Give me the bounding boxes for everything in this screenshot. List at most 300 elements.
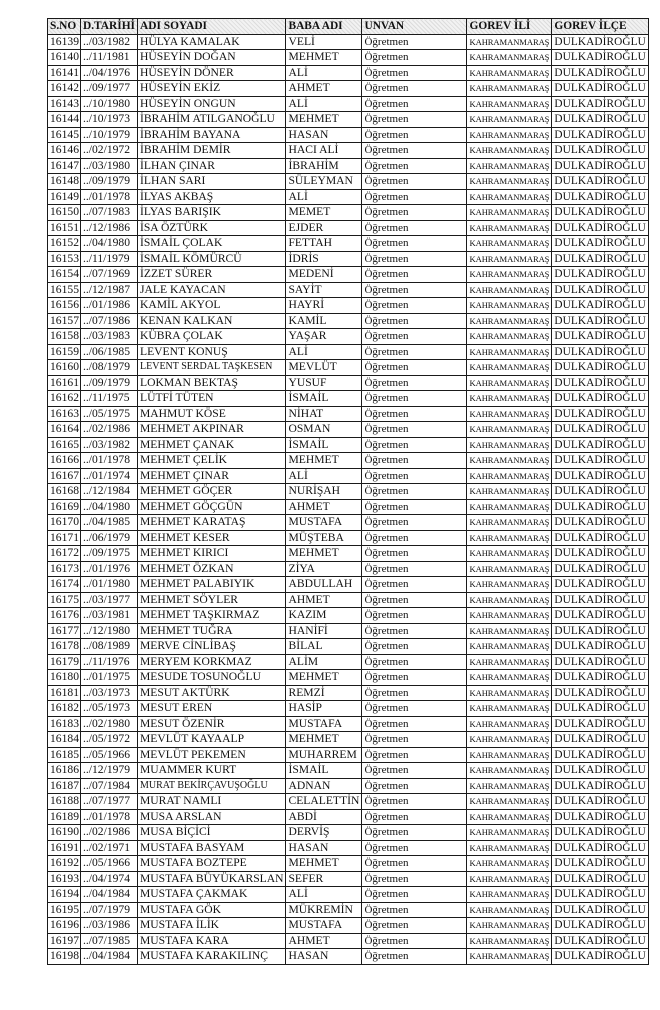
- father-name-cell: EJDER: [286, 220, 362, 236]
- title-cell: Öğretmen: [362, 747, 467, 763]
- sno-cell: 16185: [48, 747, 81, 763]
- duty-district-cell: DULKADİROĞLU: [552, 701, 649, 717]
- table-row: [48, 530, 649, 546]
- duty-province-cell: KAHRAMANMARAŞ: [467, 143, 552, 159]
- title-cell: Öğretmen: [362, 887, 467, 903]
- birth-date-cell: ../12/1987: [80, 282, 137, 298]
- full-name-cell: MUSA BİÇİCİ: [138, 825, 286, 841]
- sno-cell: 16176: [48, 608, 81, 624]
- duty-province-cell: KAHRAMANMARAŞ: [467, 546, 552, 562]
- full-name-cell: MERVE CİNLİBAŞ: [138, 639, 286, 655]
- title-cell: Öğretmen: [362, 143, 467, 159]
- title-cell: Öğretmen: [362, 902, 467, 918]
- duty-district-cell: DULKADİROĞLU: [552, 298, 649, 314]
- birth-date-cell: ../07/1984: [80, 778, 137, 794]
- sno-cell: 16173: [48, 561, 81, 577]
- table-row: [48, 918, 649, 934]
- duty-district-cell: DULKADİROĞLU: [552, 220, 649, 236]
- title-cell: Öğretmen: [362, 422, 467, 438]
- duty-province-cell: KAHRAMANMARAŞ: [467, 670, 552, 686]
- full-name-cell: MURAT NAMLI: [138, 794, 286, 810]
- duty-district-cell: DULKADİROĞLU: [552, 81, 649, 97]
- duty-district-cell: DULKADİROĞLU: [552, 437, 649, 453]
- full-name-cell: İBRAHİM BAYANA: [138, 127, 286, 143]
- father-name-cell: REMZİ: [286, 685, 362, 701]
- duty-province-cell: KAHRAMANMARAŞ: [467, 499, 552, 515]
- duty-province-cell: KAHRAMANMARAŞ: [467, 716, 552, 732]
- table-row: [48, 608, 649, 624]
- title-cell: Öğretmen: [362, 763, 467, 779]
- table-row: [48, 298, 649, 314]
- birth-date-cell: ../10/1973: [80, 112, 137, 128]
- birth-date-cell: ../08/1989: [80, 639, 137, 655]
- personnel-table: [47, 18, 649, 965]
- duty-district-cell: DULKADİROĞLU: [552, 391, 649, 407]
- birth-date-cell: ../03/1977: [80, 592, 137, 608]
- father-name-cell: HANİFİ: [286, 623, 362, 639]
- full-name-cell: MEHMET KIRICI: [138, 546, 286, 562]
- sno-cell: 16146: [48, 143, 81, 159]
- duty-province-cell: KAHRAMANMARAŞ: [467, 763, 552, 779]
- full-name-cell: KÜBRA ÇOLAK: [138, 329, 286, 345]
- title-cell: Öğretmen: [362, 453, 467, 469]
- full-name-cell: İLHAN SARI: [138, 174, 286, 190]
- title-cell: Öğretmen: [362, 794, 467, 810]
- birth-date-cell: ../09/1979: [80, 174, 137, 190]
- father-name-cell: HAYRİ: [286, 298, 362, 314]
- table-row: [48, 236, 649, 252]
- full-name-cell: İBRAHİM ATILGANOĞLU: [138, 112, 286, 128]
- duty-province-cell: KAHRAMANMARAŞ: [467, 65, 552, 81]
- birth-date-cell: ../01/1978: [80, 453, 137, 469]
- table-row: [48, 623, 649, 639]
- title-cell: Öğretmen: [362, 732, 467, 748]
- father-name-cell: ZİYA: [286, 561, 362, 577]
- table-row: [48, 825, 649, 841]
- duty-province-cell: KAHRAMANMARAŞ: [467, 887, 552, 903]
- title-cell: Öğretmen: [362, 933, 467, 949]
- full-name-cell: İLYAS BARIŞIK: [138, 205, 286, 221]
- duty-province-cell: KAHRAMANMARAŞ: [467, 794, 552, 810]
- birth-date-cell: ../09/1979: [80, 375, 137, 391]
- duty-district-cell: DULKADİROĞLU: [552, 840, 649, 856]
- father-name-cell: MEDENİ: [286, 267, 362, 283]
- birth-date-cell: ../05/1973: [80, 701, 137, 717]
- full-name-cell: MUSTAFA BOZTEPE: [138, 856, 286, 872]
- birth-date-cell: ../01/1976: [80, 561, 137, 577]
- full-name-cell: MESUDE TOSUNOĞLU: [138, 670, 286, 686]
- title-cell: Öğretmen: [362, 298, 467, 314]
- birth-date-cell: ../04/1984: [80, 887, 137, 903]
- father-name-cell: AHMET: [286, 933, 362, 949]
- title-cell: Öğretmen: [362, 127, 467, 143]
- title-cell: Öğretmen: [362, 81, 467, 97]
- sno-cell: 16192: [48, 856, 81, 872]
- father-name-cell: VELİ: [286, 34, 362, 50]
- sno-cell: 16150: [48, 205, 81, 221]
- full-name-cell: MUSTAFA KARAKILINÇ: [138, 949, 286, 965]
- duty-district-cell: DULKADİROĞLU: [552, 344, 649, 360]
- sno-cell: 16198: [48, 949, 81, 965]
- table-row: [48, 685, 649, 701]
- full-name-cell: MUSTAFA BASYAM: [138, 840, 286, 856]
- duty-district-cell: DULKADİROĞLU: [552, 205, 649, 221]
- birth-date-cell: ../07/1969: [80, 267, 137, 283]
- sno-cell: 16141: [48, 65, 81, 81]
- duty-province-cell: KAHRAMANMARAŞ: [467, 267, 552, 283]
- table-row: [48, 81, 649, 97]
- table-row: [48, 499, 649, 515]
- sno-cell: 16157: [48, 313, 81, 329]
- father-name-cell: HASAN: [286, 840, 362, 856]
- table-header-row: [48, 19, 649, 35]
- duty-district-cell: DULKADİROĞLU: [552, 577, 649, 593]
- sno-cell: 16189: [48, 809, 81, 825]
- duty-district-cell: DULKADİROĞLU: [552, 871, 649, 887]
- duty-district-cell: DULKADİROĞLU: [552, 96, 649, 112]
- birth-date-cell: ../02/1972: [80, 143, 137, 159]
- father-name-cell: MEMET: [286, 205, 362, 221]
- birth-date-cell: ../05/1966: [80, 747, 137, 763]
- duty-district-cell: DULKADİROĞLU: [552, 313, 649, 329]
- table-row: [48, 856, 649, 872]
- duty-province-cell: KAHRAMANMARAŞ: [467, 809, 552, 825]
- sno-cell: 16182: [48, 701, 81, 717]
- duty-province-cell: KAHRAMANMARAŞ: [467, 406, 552, 422]
- father-name-cell: İSMAİL: [286, 763, 362, 779]
- father-name-cell: NİHAT: [286, 406, 362, 422]
- birth-date-cell: ../01/1978: [80, 189, 137, 205]
- father-name-cell: SEFER: [286, 871, 362, 887]
- title-cell: Öğretmen: [362, 949, 467, 965]
- table-row: [48, 747, 649, 763]
- title-cell: Öğretmen: [362, 282, 467, 298]
- full-name-cell: MEHMET KARATAŞ: [138, 515, 286, 531]
- father-name-cell: MUSTAFA: [286, 515, 362, 531]
- title-cell: Öğretmen: [362, 468, 467, 484]
- birth-date-cell: ../02/1986: [80, 825, 137, 841]
- sno-cell: 16177: [48, 623, 81, 639]
- title-cell: Öğretmen: [362, 360, 467, 376]
- duty-province-cell: KAHRAMANMARAŞ: [467, 778, 552, 794]
- sno-cell: 16188: [48, 794, 81, 810]
- duty-district-cell: DULKADİROĞLU: [552, 825, 649, 841]
- full-name-cell: MEHMET ÇINAR: [138, 468, 286, 484]
- table-row: [48, 546, 649, 562]
- duty-province-cell: KAHRAMANMARAŞ: [467, 871, 552, 887]
- header-duty-district: GOREV İLÇE: [552, 19, 649, 35]
- title-cell: Öğretmen: [362, 65, 467, 81]
- sno-cell: 16156: [48, 298, 81, 314]
- table-row: [48, 949, 649, 965]
- birth-date-cell: ../04/1985: [80, 515, 137, 531]
- duty-district-cell: DULKADİROĞLU: [552, 329, 649, 345]
- birth-date-cell: ../07/1979: [80, 902, 137, 918]
- full-name-cell: MEVLÜT PEKEMEN: [138, 747, 286, 763]
- title-cell: Öğretmen: [362, 701, 467, 717]
- duty-district-cell: DULKADİROĞLU: [552, 174, 649, 190]
- father-name-cell: HASAN: [286, 949, 362, 965]
- sno-cell: 16196: [48, 918, 81, 934]
- duty-province-cell: KAHRAMANMARAŞ: [467, 530, 552, 546]
- duty-province-cell: KAHRAMANMARAŞ: [467, 50, 552, 66]
- duty-province-cell: KAHRAMANMARAŞ: [467, 96, 552, 112]
- duty-district-cell: DULKADİROĞLU: [552, 778, 649, 794]
- duty-district-cell: DULKADİROĞLU: [552, 375, 649, 391]
- sno-cell: 16161: [48, 375, 81, 391]
- sno-cell: 16168: [48, 484, 81, 500]
- table-row: [48, 763, 649, 779]
- father-name-cell: İSMAİL: [286, 437, 362, 453]
- sno-cell: 16191: [48, 840, 81, 856]
- title-cell: Öğretmen: [362, 329, 467, 345]
- duty-province-cell: KAHRAMANMARAŞ: [467, 34, 552, 50]
- father-name-cell: BİLAL: [286, 639, 362, 655]
- duty-province-cell: KAHRAMANMARAŞ: [467, 732, 552, 748]
- full-name-cell: MESUT EREN: [138, 701, 286, 717]
- duty-district-cell: DULKADİROĞLU: [552, 623, 649, 639]
- duty-province-cell: KAHRAMANMARAŞ: [467, 561, 552, 577]
- birth-date-cell: ../10/1980: [80, 96, 137, 112]
- table-row: [48, 205, 649, 221]
- full-name-cell: MEHMET ÇANAK: [138, 437, 286, 453]
- duty-district-cell: DULKADİROĞLU: [552, 143, 649, 159]
- duty-province-cell: KAHRAMANMARAŞ: [467, 453, 552, 469]
- birth-date-cell: ../05/1975: [80, 406, 137, 422]
- sno-cell: 16166: [48, 453, 81, 469]
- duty-province-cell: KAHRAMANMARAŞ: [467, 840, 552, 856]
- sno-cell: 16163: [48, 406, 81, 422]
- duty-district-cell: DULKADİROĞLU: [552, 127, 649, 143]
- title-cell: Öğretmen: [362, 484, 467, 500]
- full-name-cell: MUSTAFA BÜYÜKARSLAN: [138, 871, 286, 887]
- birth-date-cell: ../03/1980: [80, 158, 137, 174]
- sno-cell: 16140: [48, 50, 81, 66]
- title-cell: Öğretmen: [362, 267, 467, 283]
- duty-district-cell: DULKADİROĞLU: [552, 887, 649, 903]
- duty-province-cell: KAHRAMANMARAŞ: [467, 437, 552, 453]
- birth-date-cell: ../10/1979: [80, 127, 137, 143]
- duty-province-cell: KAHRAMANMARAŞ: [467, 701, 552, 717]
- duty-district-cell: DULKADİROĞLU: [552, 360, 649, 376]
- full-name-cell: İSMAİL ÇOLAK: [138, 236, 286, 252]
- duty-province-cell: KAHRAMANMARAŞ: [467, 344, 552, 360]
- sno-cell: 16172: [48, 546, 81, 562]
- table-row: [48, 282, 649, 298]
- duty-district-cell: DULKADİROĞLU: [552, 34, 649, 50]
- duty-district-cell: DULKADİROĞLU: [552, 546, 649, 562]
- title-cell: Öğretmen: [362, 840, 467, 856]
- full-name-cell: MESUT ÖZENİR: [138, 716, 286, 732]
- birth-date-cell: ../05/1972: [80, 732, 137, 748]
- sno-cell: 16187: [48, 778, 81, 794]
- duty-province-cell: KAHRAMANMARAŞ: [467, 639, 552, 655]
- sno-cell: 16164: [48, 422, 81, 438]
- father-name-cell: MEHMET: [286, 670, 362, 686]
- duty-district-cell: DULKADİROĞLU: [552, 685, 649, 701]
- title-cell: Öğretmen: [362, 437, 467, 453]
- full-name-cell: HÜLYA KAMALAK: [138, 34, 286, 50]
- header-birth-date: D.TARİHİ: [80, 19, 137, 35]
- birth-date-cell: ../03/1982: [80, 437, 137, 453]
- title-cell: Öğretmen: [362, 639, 467, 655]
- table-row: [48, 220, 649, 236]
- sno-cell: 16170: [48, 515, 81, 531]
- duty-district-cell: DULKADİROĞLU: [552, 189, 649, 205]
- title-cell: Öğretmen: [362, 608, 467, 624]
- sno-cell: 16147: [48, 158, 81, 174]
- duty-district-cell: DULKADİROĞLU: [552, 732, 649, 748]
- table-row: [48, 592, 649, 608]
- father-name-cell: KAMİL: [286, 313, 362, 329]
- duty-province-cell: KAHRAMANMARAŞ: [467, 127, 552, 143]
- table-row: [48, 391, 649, 407]
- father-name-cell: MÜKREMİN: [286, 902, 362, 918]
- duty-province-cell: KAHRAMANMARAŞ: [467, 422, 552, 438]
- title-cell: Öğretmen: [362, 654, 467, 670]
- table-row: [48, 778, 649, 794]
- table-row: [48, 112, 649, 128]
- father-name-cell: MÜŞTEBA: [286, 530, 362, 546]
- duty-district-cell: DULKADİROĞLU: [552, 453, 649, 469]
- duty-province-cell: KAHRAMANMARAŞ: [467, 902, 552, 918]
- duty-district-cell: DULKADİROĞLU: [552, 158, 649, 174]
- father-name-cell: MUHARREM: [286, 747, 362, 763]
- table-row: [48, 794, 649, 810]
- sno-cell: 16171: [48, 530, 81, 546]
- full-name-cell: LEVENT SERDAL TAŞKESEN: [138, 360, 286, 376]
- birth-date-cell: ../06/1985: [80, 344, 137, 360]
- title-cell: Öğretmen: [362, 716, 467, 732]
- father-name-cell: ABDULLAH: [286, 577, 362, 593]
- title-cell: Öğretmen: [362, 406, 467, 422]
- duty-district-cell: DULKADİROĞLU: [552, 530, 649, 546]
- full-name-cell: İSMAİL KÖMÜRCÜ: [138, 251, 286, 267]
- title-cell: Öğretmen: [362, 530, 467, 546]
- birth-date-cell: ../03/1986: [80, 918, 137, 934]
- duty-district-cell: DULKADİROĞLU: [552, 236, 649, 252]
- duty-province-cell: KAHRAMANMARAŞ: [467, 205, 552, 221]
- table-row: [48, 871, 649, 887]
- birth-date-cell: ../03/1982: [80, 34, 137, 50]
- father-name-cell: MEHMET: [286, 546, 362, 562]
- birth-date-cell: ../04/1976: [80, 65, 137, 81]
- title-cell: Öğretmen: [362, 220, 467, 236]
- sno-cell: 16178: [48, 639, 81, 655]
- table-body: [48, 34, 649, 964]
- birth-date-cell: ../07/1983: [80, 205, 137, 221]
- full-name-cell: MEHMET PALABIYIK: [138, 577, 286, 593]
- birth-date-cell: ../07/1986: [80, 313, 137, 329]
- duty-province-cell: KAHRAMANMARAŞ: [467, 375, 552, 391]
- duty-province-cell: KAHRAMANMARAŞ: [467, 825, 552, 841]
- duty-district-cell: DULKADİROĞLU: [552, 112, 649, 128]
- full-name-cell: MEHMET TAŞKIRMAZ: [138, 608, 286, 624]
- title-cell: Öğretmen: [362, 871, 467, 887]
- father-name-cell: CELALETTİN: [286, 794, 362, 810]
- duty-district-cell: DULKADİROĞLU: [552, 422, 649, 438]
- table-row: [48, 251, 649, 267]
- title-cell: Öğretmen: [362, 236, 467, 252]
- father-name-cell: HASAN: [286, 127, 362, 143]
- father-name-cell: ALİ: [286, 189, 362, 205]
- birth-date-cell: ../04/1984: [80, 949, 137, 965]
- duty-province-cell: KAHRAMANMARAŞ: [467, 856, 552, 872]
- father-name-cell: MEHMET: [286, 856, 362, 872]
- sno-cell: 16180: [48, 670, 81, 686]
- father-name-cell: OSMAN: [286, 422, 362, 438]
- table-row: [48, 313, 649, 329]
- duty-district-cell: DULKADİROĞLU: [552, 65, 649, 81]
- full-name-cell: MUSA ARSLAN: [138, 809, 286, 825]
- father-name-cell: ALİM: [286, 654, 362, 670]
- birth-date-cell: ../01/1975: [80, 670, 137, 686]
- title-cell: Öğretmen: [362, 577, 467, 593]
- title-cell: Öğretmen: [362, 685, 467, 701]
- birth-date-cell: ../11/1981: [80, 50, 137, 66]
- table-row: [48, 422, 649, 438]
- duty-district-cell: DULKADİROĞLU: [552, 763, 649, 779]
- birth-date-cell: ../09/1975: [80, 546, 137, 562]
- full-name-cell: HÜSEYİN DÖNER: [138, 65, 286, 81]
- full-name-cell: MEHMET KESER: [138, 530, 286, 546]
- sno-cell: 16183: [48, 716, 81, 732]
- title-cell: Öğretmen: [362, 313, 467, 329]
- father-name-cell: FETTAH: [286, 236, 362, 252]
- duty-province-cell: KAHRAMANMARAŞ: [467, 608, 552, 624]
- title-cell: Öğretmen: [362, 825, 467, 841]
- father-name-cell: İBRAHİM: [286, 158, 362, 174]
- full-name-cell: MEHMET ÖZKAN: [138, 561, 286, 577]
- birth-date-cell: ../08/1979: [80, 360, 137, 376]
- table-row: [48, 174, 649, 190]
- sno-cell: 16184: [48, 732, 81, 748]
- full-name-cell: MURAT BEKİRÇAVUŞOĞLU: [138, 778, 286, 794]
- table-row: [48, 375, 649, 391]
- full-name-cell: HÜSEYİN DOĞAN: [138, 50, 286, 66]
- father-name-cell: AHMET: [286, 592, 362, 608]
- duty-district-cell: DULKADİROĞLU: [552, 282, 649, 298]
- sno-cell: 16179: [48, 654, 81, 670]
- table-row: [48, 50, 649, 66]
- table-row: [48, 360, 649, 376]
- duty-province-cell: KAHRAMANMARAŞ: [467, 949, 552, 965]
- header-sno: S.NO: [48, 19, 81, 35]
- birth-date-cell: ../07/1977: [80, 794, 137, 810]
- duty-district-cell: DULKADİROĞLU: [552, 654, 649, 670]
- sno-cell: 16159: [48, 344, 81, 360]
- father-name-cell: NURİŞAH: [286, 484, 362, 500]
- duty-province-cell: KAHRAMANMARAŞ: [467, 623, 552, 639]
- full-name-cell: İLHAN ÇINAR: [138, 158, 286, 174]
- full-name-cell: MEHMET GÖÇGÜN: [138, 499, 286, 515]
- father-name-cell: MEHMET: [286, 50, 362, 66]
- title-cell: Öğretmen: [362, 918, 467, 934]
- duty-province-cell: KAHRAMANMARAŞ: [467, 747, 552, 763]
- sno-cell: 16158: [48, 329, 81, 345]
- title-cell: Öğretmen: [362, 561, 467, 577]
- birth-date-cell: ../01/1980: [80, 577, 137, 593]
- birth-date-cell: ../03/1983: [80, 329, 137, 345]
- sno-cell: 16175: [48, 592, 81, 608]
- father-name-cell: MUSTAFA: [286, 918, 362, 934]
- father-name-cell: MEHMET: [286, 453, 362, 469]
- birth-date-cell: ../06/1979: [80, 530, 137, 546]
- duty-district-cell: DULKADİROĞLU: [552, 918, 649, 934]
- title-cell: Öğretmen: [362, 251, 467, 267]
- duty-province-cell: KAHRAMANMARAŞ: [467, 251, 552, 267]
- sno-cell: 16151: [48, 220, 81, 236]
